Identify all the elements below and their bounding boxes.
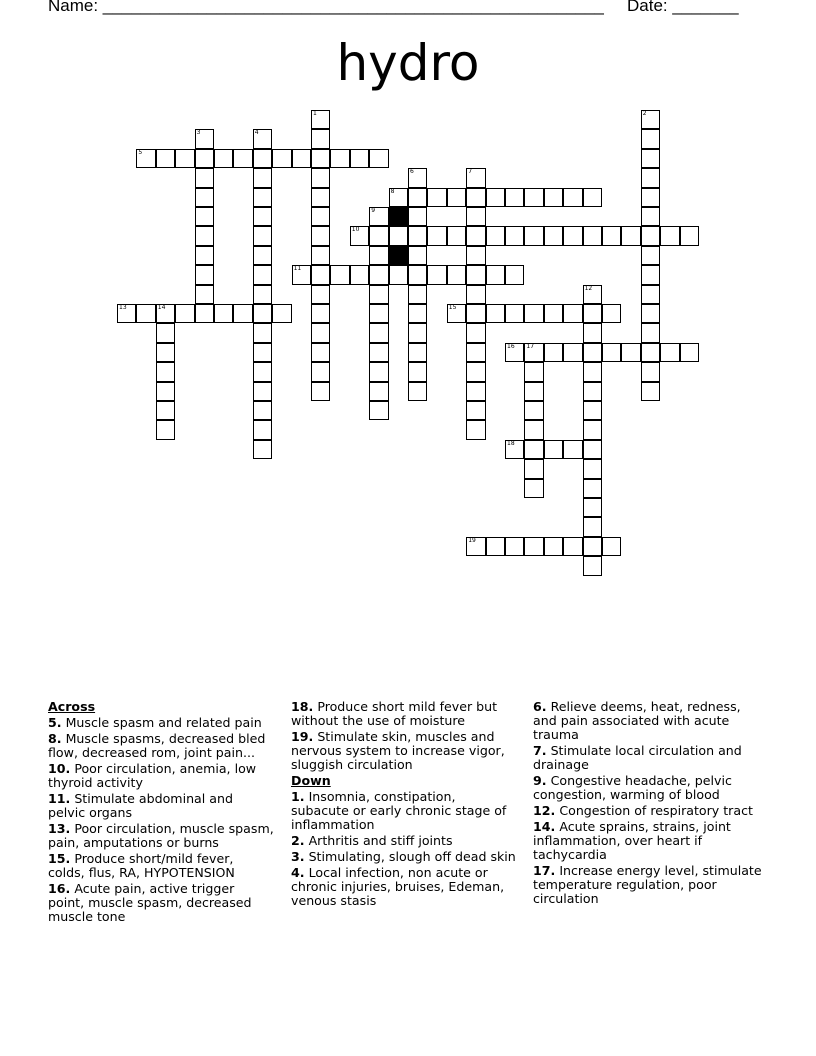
across-clue-list-continued xyxy=(291,700,517,772)
crossword-cell[interactable] xyxy=(195,149,214,168)
clue-number: 11. xyxy=(48,791,71,806)
crossword-cell[interactable] xyxy=(253,265,272,284)
crossword-cell[interactable] xyxy=(311,110,330,129)
crossword-cell[interactable] xyxy=(311,265,330,284)
clue-text: Produce short/mild fever, colds, flus, RA, HYPOTENSION xyxy=(48,851,235,880)
clue-number: 16. xyxy=(48,881,71,896)
crossword-cell[interactable] xyxy=(466,207,485,226)
crossword-cell[interactable] xyxy=(641,188,660,207)
crossword-cell[interactable] xyxy=(602,226,621,245)
clue-item xyxy=(48,716,274,730)
crossword-cell[interactable] xyxy=(233,304,252,323)
crossword-cell[interactable] xyxy=(253,149,272,168)
crossword-cell[interactable] xyxy=(563,226,582,245)
crossword-cell[interactable] xyxy=(641,246,660,265)
crossword-cell[interactable] xyxy=(195,188,214,207)
crossword-cell[interactable] xyxy=(253,401,272,420)
cell-number: 17 xyxy=(526,342,535,350)
crossword-cell[interactable] xyxy=(466,382,485,401)
crossword-cell[interactable] xyxy=(175,149,194,168)
crossword-cell[interactable] xyxy=(447,226,466,245)
crossword-cell[interactable] xyxy=(505,537,524,556)
crossword-cell[interactable] xyxy=(563,304,582,323)
crossword-cell[interactable] xyxy=(214,304,233,323)
crossword-cell[interactable] xyxy=(156,304,175,323)
crossword-cell[interactable] xyxy=(195,168,214,187)
crossword-cell[interactable] xyxy=(311,168,330,187)
clue-text: Acute pain, active trigger point, muscle spasm, decreased muscle tone xyxy=(48,881,252,924)
crossword-cell[interactable] xyxy=(350,265,369,284)
clue-item xyxy=(533,864,763,906)
crossword-cell[interactable] xyxy=(369,401,388,420)
crossword-cell[interactable] xyxy=(544,188,563,207)
crossword-cell[interactable] xyxy=(602,343,621,362)
crossword-cell[interactable] xyxy=(253,207,272,226)
crossword-cell[interactable] xyxy=(253,420,272,439)
crossword-cell[interactable] xyxy=(466,285,485,304)
clue-number: 6. xyxy=(533,699,547,714)
crossword-cell[interactable] xyxy=(641,226,660,245)
crossword-cell[interactable] xyxy=(195,265,214,284)
crossword-cell[interactable] xyxy=(524,537,543,556)
crossword-cell[interactable] xyxy=(350,149,369,168)
clue-number: 13. xyxy=(48,821,71,836)
crossword-cell[interactable] xyxy=(369,304,388,323)
clue-item xyxy=(291,834,517,848)
cell-number: 13 xyxy=(119,304,127,311)
crossword-cell[interactable] xyxy=(311,323,330,342)
crossword-cell[interactable] xyxy=(369,246,388,265)
crossword-cell[interactable] xyxy=(311,129,330,148)
crossword-cell[interactable] xyxy=(505,440,524,459)
crossword-cell[interactable] xyxy=(563,537,582,556)
crossword-cell[interactable] xyxy=(156,420,175,439)
clue-text: Insomnia, constipation, subacute or early chronic stage of inflammation xyxy=(291,789,507,832)
crossword-cell[interactable] xyxy=(466,323,485,342)
crossword-cell[interactable] xyxy=(408,168,427,187)
crossword-cell[interactable] xyxy=(214,149,233,168)
clue-item xyxy=(291,700,517,728)
clue-column-3 xyxy=(533,700,763,908)
crossword-cell[interactable] xyxy=(524,420,543,439)
crossword-cell[interactable] xyxy=(466,246,485,265)
crossword-cell[interactable] xyxy=(680,343,699,362)
clue-item xyxy=(533,744,763,772)
clue-number: 18. xyxy=(291,699,314,714)
crossword-cell[interactable] xyxy=(369,382,388,401)
clue-text: Relieve deems, heat, redness, and pain associated with acute trauma xyxy=(533,699,741,742)
crossword-cell[interactable] xyxy=(253,362,272,381)
crossword-cell[interactable] xyxy=(466,265,485,284)
crossword-cell[interactable] xyxy=(175,304,194,323)
clue-column-1 xyxy=(48,700,274,926)
crossword-cell[interactable] xyxy=(253,440,272,459)
clue-item xyxy=(48,762,274,790)
clue-item xyxy=(533,700,763,742)
crossword-cell[interactable] xyxy=(311,343,330,362)
crossword-cell[interactable] xyxy=(544,440,563,459)
clue-text: Congestion of respiratory tract xyxy=(555,803,753,818)
crossword-cell[interactable] xyxy=(253,246,272,265)
crossword-cell[interactable] xyxy=(330,149,349,168)
date-line[interactable]: Date: _______ xyxy=(627,0,739,15)
crossword-cell[interactable] xyxy=(117,304,136,323)
cell-number: 2 xyxy=(642,110,647,117)
crossword-cell[interactable] xyxy=(408,188,427,207)
clue-number: 1. xyxy=(291,789,305,804)
crossword-cell[interactable] xyxy=(253,188,272,207)
crossword-cell[interactable] xyxy=(311,382,330,401)
crossword-cell[interactable] xyxy=(524,226,543,245)
crossword-cell[interactable] xyxy=(641,323,660,342)
crossword-cell[interactable] xyxy=(583,479,602,498)
crossword-cell[interactable] xyxy=(621,226,640,245)
crossword-cell[interactable] xyxy=(486,265,505,284)
crossword-cell[interactable] xyxy=(369,149,388,168)
clue-text: Poor circulation, muscle spasm, pain, amputations or burns xyxy=(48,821,274,850)
crossword-cell[interactable] xyxy=(408,382,427,401)
crossword-cell[interactable] xyxy=(524,362,543,381)
crossword-cell[interactable] xyxy=(524,459,543,478)
clue-item xyxy=(48,732,274,760)
crossword-cell[interactable] xyxy=(466,420,485,439)
crossword-cell[interactable] xyxy=(311,304,330,323)
clue-item xyxy=(533,820,763,862)
clue-text: Produce short mild fever but without the use of moisture xyxy=(291,699,498,728)
clue-number: 14. xyxy=(533,819,556,834)
puzzle-title: hydro xyxy=(336,34,480,92)
clue-item xyxy=(291,850,517,864)
down-clue-list xyxy=(291,790,517,908)
crossword-cell[interactable] xyxy=(408,362,427,381)
crossword-cell[interactable] xyxy=(311,362,330,381)
crossword-cell[interactable] xyxy=(583,226,602,245)
crossword-cell[interactable] xyxy=(583,498,602,517)
clue-item xyxy=(48,882,274,924)
crossword-cell[interactable] xyxy=(156,149,175,168)
crossword-cell[interactable] xyxy=(311,207,330,226)
crossword-cell[interactable] xyxy=(524,304,543,323)
crossword-cell[interactable] xyxy=(292,265,311,284)
crossword-cell[interactable] xyxy=(583,420,602,439)
crossword-cell[interactable] xyxy=(641,343,660,362)
crossword-cell[interactable] xyxy=(505,343,524,362)
crossword-cell[interactable] xyxy=(641,129,660,148)
crossword-cell[interactable] xyxy=(524,382,543,401)
crossword-cell[interactable] xyxy=(505,265,524,284)
crossword-cell[interactable] xyxy=(447,304,466,323)
cell-number: 15 xyxy=(448,304,457,311)
crossword-cell[interactable] xyxy=(641,168,660,187)
crossword-cell[interactable] xyxy=(583,343,602,362)
across-heading: Across xyxy=(48,699,96,714)
clue-text: Acute sprains, strains, joint inflammation, over heart if tachycardia xyxy=(533,819,731,862)
clue-item xyxy=(533,804,763,818)
crossword-cell[interactable] xyxy=(408,343,427,362)
clue-item xyxy=(48,792,274,820)
crossword-cell[interactable] xyxy=(641,207,660,226)
crossword-cell[interactable] xyxy=(253,129,272,148)
crossword-cell[interactable] xyxy=(486,226,505,245)
clue-text: Stimulate local circulation and drainage xyxy=(533,743,742,772)
crossword-cell[interactable] xyxy=(369,362,388,381)
crossword-cell[interactable] xyxy=(447,265,466,284)
crossword-cell[interactable] xyxy=(253,226,272,245)
crossword-cell[interactable] xyxy=(563,440,582,459)
crossword-cell[interactable] xyxy=(408,246,427,265)
crossword-cell[interactable] xyxy=(602,537,621,556)
crossword-cell[interactable] xyxy=(466,168,485,187)
crossword-cell[interactable] xyxy=(641,362,660,381)
crossword-cell[interactable] xyxy=(524,440,543,459)
cell-number: 1 xyxy=(313,110,317,117)
crossword-cell[interactable] xyxy=(156,323,175,342)
clue-text: Congestive headache, pelvic congestion, warming of blood xyxy=(533,773,732,802)
crossword-cell[interactable] xyxy=(641,110,660,129)
blocked-cell xyxy=(389,246,408,265)
crossword-cell[interactable] xyxy=(253,323,272,342)
clue-item xyxy=(533,774,763,802)
crossword-cell[interactable] xyxy=(195,285,214,304)
clue-item xyxy=(291,866,517,908)
clue-column-2 xyxy=(291,700,517,910)
cell-number: 8 xyxy=(390,187,395,195)
crossword-cell[interactable] xyxy=(583,188,602,207)
cell-number: 16 xyxy=(507,342,515,350)
crossword-cell[interactable] xyxy=(680,226,699,245)
crossword-cell[interactable] xyxy=(369,265,388,284)
crossword-cell[interactable] xyxy=(544,304,563,323)
clue-number: 19. xyxy=(291,729,314,744)
crossword-cell[interactable] xyxy=(350,226,369,245)
down-clue-list-continued xyxy=(533,700,763,906)
crossword-cell[interactable] xyxy=(292,149,311,168)
clue-item xyxy=(291,790,517,832)
crossword-cell[interactable] xyxy=(583,440,602,459)
cell-number: 11 xyxy=(293,265,302,273)
name-line[interactable]: Name: _____________________________________________________ xyxy=(48,0,604,15)
clue-number: 8. xyxy=(48,731,62,746)
crossword-cell[interactable] xyxy=(427,265,446,284)
clue-number: 2. xyxy=(291,833,305,848)
crossword-cell[interactable] xyxy=(602,304,621,323)
crossword-cell[interactable] xyxy=(486,537,505,556)
crossword-cell[interactable] xyxy=(621,343,640,362)
crossword-cell[interactable] xyxy=(466,226,485,245)
crossword-cell[interactable] xyxy=(136,304,155,323)
crossword-cell[interactable] xyxy=(641,265,660,284)
crossword-cell[interactable] xyxy=(466,343,485,362)
crossword-cell[interactable] xyxy=(156,401,175,420)
crossword-cell[interactable] xyxy=(389,188,408,207)
crossword-cell[interactable] xyxy=(408,304,427,323)
crossword-cell[interactable] xyxy=(389,265,408,284)
crossword-cell[interactable] xyxy=(583,382,602,401)
crossword-cell[interactable] xyxy=(195,246,214,265)
crossword-cell[interactable] xyxy=(369,226,388,245)
crossword-cell[interactable] xyxy=(641,149,660,168)
across-clue-list xyxy=(48,716,274,924)
cell-number: 9 xyxy=(371,207,376,214)
crossword-cell[interactable] xyxy=(408,265,427,284)
clue-number: 17. xyxy=(533,863,556,878)
crossword-cell[interactable] xyxy=(136,149,155,168)
crossword-cell[interactable] xyxy=(641,304,660,323)
crossword-cell[interactable] xyxy=(466,401,485,420)
clue-text: Poor circulation, anemia, low thyroid activity xyxy=(48,761,257,790)
crossword-cell[interactable] xyxy=(544,537,563,556)
crossword-cell[interactable] xyxy=(660,343,679,362)
crossword-cell[interactable] xyxy=(427,188,446,207)
crossword-cell[interactable] xyxy=(641,285,660,304)
cell-number: 18 xyxy=(507,439,515,447)
crossword-cell[interactable] xyxy=(408,285,427,304)
clue-number: 5. xyxy=(48,715,62,730)
crossword-cell[interactable] xyxy=(369,207,388,226)
crossword-cell[interactable] xyxy=(505,304,524,323)
clue-text: Stimulate skin, muscles and nervous system to increase vigor, sluggish circulation xyxy=(291,729,505,772)
crossword-cell[interactable] xyxy=(369,323,388,342)
crossword-cell[interactable] xyxy=(563,343,582,362)
crossword-cell[interactable] xyxy=(156,382,175,401)
crossword-cell[interactable] xyxy=(253,304,272,323)
crossword-cell[interactable] xyxy=(466,188,485,207)
clue-text: Local infection, non acute or chronic injuries, bruises, Edeman, venous stasis xyxy=(291,865,505,908)
crossword-cell[interactable] xyxy=(641,382,660,401)
crossword-cell[interactable] xyxy=(195,129,214,148)
crossword-cell[interactable] xyxy=(195,226,214,245)
crossword-cell[interactable] xyxy=(195,207,214,226)
down-heading: Down xyxy=(291,773,331,788)
crossword-cell[interactable] xyxy=(408,207,427,226)
crossword-cell[interactable] xyxy=(369,343,388,362)
clue-item xyxy=(291,730,517,772)
crossword-cell[interactable] xyxy=(156,343,175,362)
clue-number: 4. xyxy=(291,865,305,880)
clue-number: 3. xyxy=(291,849,305,864)
crossword-cell[interactable] xyxy=(253,343,272,362)
crossword-cell[interactable] xyxy=(272,304,291,323)
crossword-cell[interactable] xyxy=(369,285,388,304)
crossword-cell[interactable] xyxy=(466,362,485,381)
clue-text: Increase energy level, stimulate temperature regulation, poor circulation xyxy=(533,863,762,906)
clue-number: 12. xyxy=(533,803,556,818)
crossword-cell[interactable] xyxy=(544,343,563,362)
clue-text: Stimulating, slough off dead skin xyxy=(304,849,516,864)
cell-number: 5 xyxy=(138,148,143,156)
crossword-cell[interactable] xyxy=(583,517,602,536)
cell-number: 10 xyxy=(351,226,360,234)
crossword-cell[interactable] xyxy=(583,323,602,342)
clue-number: 9. xyxy=(533,773,547,788)
crossword-cell[interactable] xyxy=(524,188,543,207)
crossword-cell[interactable] xyxy=(253,168,272,187)
crossword-cell[interactable] xyxy=(583,304,602,323)
crossword-cell[interactable] xyxy=(583,459,602,478)
crossword-cell[interactable] xyxy=(583,401,602,420)
crossword-cell[interactable] xyxy=(311,188,330,207)
cell-number: 12 xyxy=(584,284,593,292)
crossword-cell[interactable] xyxy=(311,149,330,168)
crossword-cell[interactable] xyxy=(660,226,679,245)
cell-number: 19 xyxy=(468,536,476,544)
clue-text: Arthritis and stiff joints xyxy=(304,833,453,848)
cell-number: 6 xyxy=(410,168,414,176)
crossword-cell[interactable] xyxy=(389,226,408,245)
crossword-cell[interactable] xyxy=(524,479,543,498)
cell-number: 4 xyxy=(254,129,259,137)
crossword-cell[interactable] xyxy=(253,382,272,401)
crossword-cell[interactable] xyxy=(447,188,466,207)
crossword-cell[interactable] xyxy=(486,304,505,323)
blocked-cell xyxy=(389,207,408,226)
crossword-cell[interactable] xyxy=(195,304,214,323)
crossword-cell[interactable] xyxy=(311,246,330,265)
clue-item xyxy=(48,822,274,850)
crossword-cell[interactable] xyxy=(253,285,272,304)
crossword-cell[interactable] xyxy=(408,226,427,245)
crossword-cell[interactable] xyxy=(583,285,602,304)
crossword-cell[interactable] xyxy=(544,226,563,245)
crossword-cell[interactable] xyxy=(466,304,485,323)
clue-item xyxy=(48,852,274,880)
clue-number: 10. xyxy=(48,761,71,776)
crossword-cell[interactable] xyxy=(311,285,330,304)
crossword-cell[interactable] xyxy=(505,226,524,245)
crossword-cell[interactable] xyxy=(583,362,602,381)
crossword-cell[interactable] xyxy=(466,537,485,556)
crossword-cell[interactable] xyxy=(563,188,582,207)
crossword-cell[interactable] xyxy=(408,323,427,342)
clue-text: Muscle spasms, decreased bled flow, decreased rom, joint pain... xyxy=(48,731,266,760)
crossword-cell[interactable] xyxy=(505,188,524,207)
crossword-cell[interactable] xyxy=(272,149,291,168)
crossword-cell[interactable] xyxy=(583,556,602,575)
clue-number: 7. xyxy=(533,743,547,758)
cell-number: 14 xyxy=(157,304,166,311)
crossword-cell[interactable] xyxy=(524,401,543,420)
crossword-cell[interactable] xyxy=(486,188,505,207)
crossword-cell[interactable] xyxy=(427,226,446,245)
crossword-cell[interactable] xyxy=(233,149,252,168)
crossword-cell[interactable] xyxy=(311,226,330,245)
crossword-cell[interactable] xyxy=(330,265,349,284)
crossword-cell[interactable] xyxy=(524,343,543,362)
crossword-cell[interactable] xyxy=(583,537,602,556)
crossword-cell[interactable] xyxy=(156,362,175,381)
cell-number: 7 xyxy=(468,168,473,176)
clue-text: Muscle spasm and related pain xyxy=(61,715,262,730)
clue-number: 15. xyxy=(48,851,71,866)
clue-text: Stimulate abdominal and pelvic organs xyxy=(48,791,233,820)
cell-number: 3 xyxy=(196,129,201,137)
